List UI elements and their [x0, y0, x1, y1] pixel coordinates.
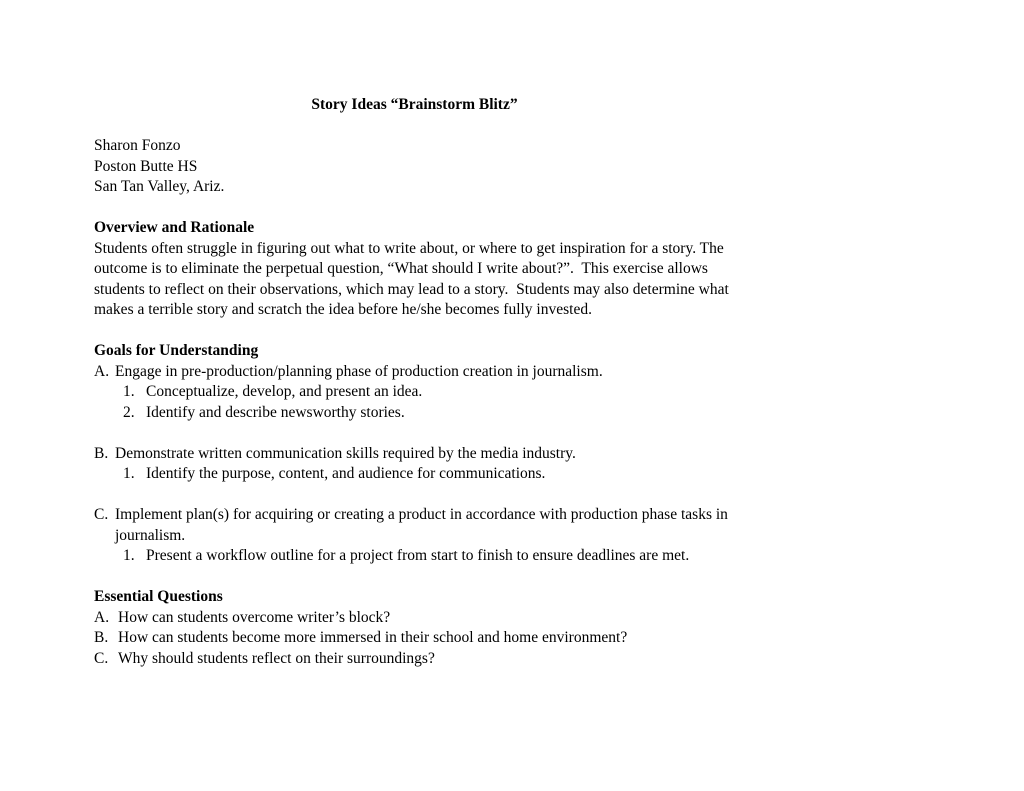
list-marker: 1.: [123, 465, 135, 482]
list-marker: C.: [94, 649, 109, 667]
goal-item-c: [94, 505, 735, 546]
author-location: San Tan Valley, Ariz.: [94, 178, 225, 195]
document-title: Story Ideas “Brainstorm Blitz”: [311, 96, 518, 113]
document-page: [94, 95, 735, 669]
question-item-a-text: How can students overcome writer’s block?: [118, 608, 391, 626]
section-heading-overview: Overview and Rationale: [94, 219, 255, 236]
goal-item-a: [94, 362, 735, 383]
goal-item-b-text: Demonstrate written communication skills required by the media industry.: [115, 444, 576, 462]
goal-item-c-sub-1-text: Present a workflow outline for a project from start to finish to ensure deadlines are met.: [146, 547, 690, 564]
spacer: [94, 567, 735, 588]
goal-item-c-text: Implement plan(s) for acquiring or creating a product in accordance with production phase tasks in journalism.: [115, 506, 732, 544]
question-item-c: [94, 649, 735, 670]
question-item-a: [94, 608, 735, 629]
section-heading-goals: Goals for Understanding: [94, 342, 259, 359]
goal-item-b-sub-1: [123, 464, 735, 485]
list-marker: 2.: [123, 403, 135, 421]
overview-paragraph: Students often struggle in figuring out what to write about, or where to get inspiration for a story. The outcome is to eliminate the perpetual question, “What should I write about?”. This exercise allows students to reflect on their observations, which may lead to a story. Students may also determine what makes a terrible story and scratch the idea before he/she becomes fully invested.: [94, 239, 733, 318]
question-item-b-text: How can students become more immersed in their school and home environment?: [118, 629, 628, 646]
section-heading-essential-questions: Essential Questions: [94, 588, 223, 605]
list-marker: B.: [94, 444, 109, 462]
list-marker: 1.: [123, 383, 135, 400]
list-marker: 1.: [123, 547, 135, 564]
goal-item-b: [94, 444, 735, 465]
list-marker: A.: [94, 362, 110, 380]
author-school: Poston Butte HS: [94, 157, 198, 175]
question-item-c-text: Why should students reflect on their surroundings?: [118, 649, 435, 667]
goal-item-a-sub-2: [123, 403, 735, 424]
goal-item-a-sub-1-text: Conceptualize, develop, and present an idea.: [146, 383, 423, 400]
author-name: Sharon Fonzo: [94, 137, 181, 154]
goal-item-c-sub-1: [123, 546, 735, 567]
spacer: [94, 485, 735, 506]
question-item-b: [94, 628, 735, 649]
goal-item-a-sub-1: [123, 382, 735, 403]
list-marker: B.: [94, 629, 109, 646]
spacer: [94, 321, 735, 342]
spacer: [94, 116, 735, 137]
list-marker: C.: [94, 506, 109, 523]
goal-item-a-sub-2-text: Identify and describe newsworthy stories.: [146, 403, 405, 421]
spacer: [94, 198, 735, 219]
goal-item-b-sub-1-text: Identify the purpose, content, and audience for communications.: [146, 465, 546, 482]
goal-item-a-text: Engage in pre-production/planning phase of production creation in journalism.: [115, 362, 603, 380]
spacer: [94, 423, 735, 444]
list-marker: A.: [94, 608, 110, 626]
